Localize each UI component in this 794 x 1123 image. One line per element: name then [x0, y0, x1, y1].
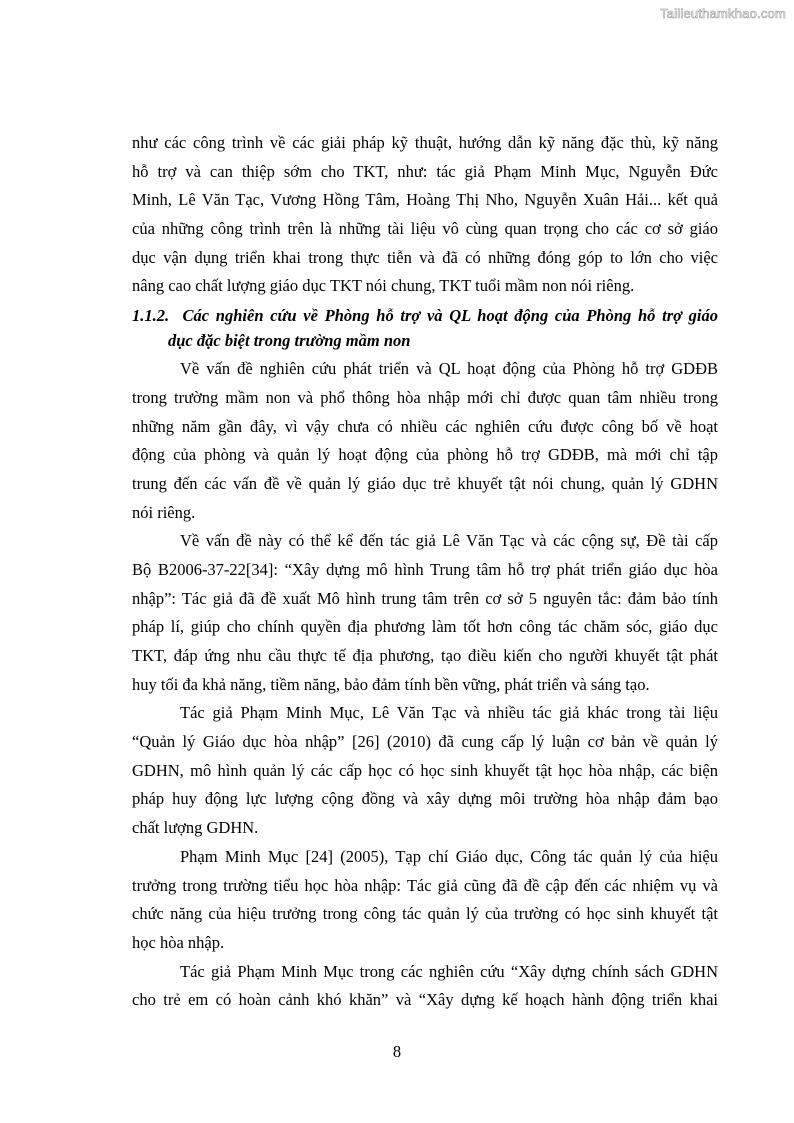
watermark: Tailieuthamkhao.com: [660, 6, 786, 21]
paragraph-line: nói riêng.: [132, 502, 196, 522]
paragraph-line: huy tối đa khả năng, tiềm năng, bảo đảm tính bền vững, phát triển và sáng tạo.: [132, 674, 650, 694]
paragraph-line: những năm gần đây, vì vậy chưa có nhiều các nghiên cứu được công bố về hoạt: [132, 416, 718, 436]
paragraph-line: Phạm Minh Mục [24] (2005), Tạp chí Giáo dục, Công tác quản lý của hiệu: [180, 846, 718, 866]
paragraph-line: pháp huy động lực lượng cộng đồng và xây dựng môi trường hòa nhập đảm bạo: [132, 789, 718, 809]
paragraph-line: Bộ B2006-37-22[34]: “Xây dựng mô hình Trung tâm hỗ trợ phát triển giáo dục hòa: [132, 559, 718, 579]
section-number: 1.1.2.: [132, 306, 170, 326]
section-heading: [132, 303, 718, 328]
paragraph-line: chức năng của hiệu trưởng trong công tác quản lý của trường có học sinh khuyết tật: [132, 904, 718, 924]
paragraph-line: của những công trình trên là những tài liệu vô cùng quan trọng cho các cơ sở giáo: [132, 219, 718, 239]
paragraph-line: Tác giả Phạm Minh Mục, Lê Văn Tạc và nhiều tác giả khác trong tài liệu: [180, 703, 718, 723]
paragraph-line: nâng cao chất lượng giáo dục TKT nói chung, TKT tuổi mầm non nói riêng.: [132, 276, 635, 296]
paragraph-line: như các công trình về các giải pháp kỹ thuật, hướng dẫn kỹ năng đặc thù, kỹ năng: [132, 133, 718, 152]
paragraph-line: trong trường mầm non và phổ thông hòa nhập mới chỉ được quan tâm nhiều trong: [132, 387, 718, 407]
section-title-line: Các nghiên cứu về Phòng hỗ trợ và QL hoạt động của Phòng hỗ trợ giáo: [182, 306, 718, 326]
paragraph-line: nhập”: Tác giả đã đề xuất Mô hình trung tâm trên cơ sở 5 nguyên tắc: đảm bảo tính: [132, 588, 718, 608]
paragraph-line: chất lượng GDHN.: [132, 818, 259, 838]
paragraph-line: trưởng trong trường tiểu học hòa nhập: Tác giả cũng đã đề cập đến các nhiệm vụ và: [132, 875, 718, 895]
paragraph-line: trung đến các vấn đề về quản lý giáo dục trẻ khuyết tật nói chung, quản lý GDHN: [132, 473, 718, 493]
paragraph-line: GDHN, mô hình quản lý các cấp học có học sinh khuyết tật học hòa nhập, các biện: [132, 760, 718, 780]
paragraph-line: cho trẻ em có hoàn cảnh khó khăn” và “Xây dựng kế hoạch hành động triển khai: [132, 990, 718, 1010]
paragraph-line: pháp lí, giúp cho chính quyền địa phương làm tốt hơn công tác chăm sóc, giáo dục: [132, 617, 718, 637]
document-body: [132, 129, 718, 1015]
paragraph-line: TKT, đáp ứng nhu cầu thực tế địa phương, tạo điều kiến cho người khuyết tật phát: [132, 646, 718, 665]
paragraph-line: học hòa nhập.: [132, 932, 225, 952]
paragraph-line: “Quản lý Giáo dục hòa nhập” [26] (2010) đã cung cấp lý luận cơ bản về quản lý: [132, 732, 718, 752]
paragraph-line: hỗ trợ và can thiệp sớm cho TKT, như: tác giả Phạm Minh Mục, Nguyễn Đức: [132, 161, 718, 181]
paragraph-line: Minh, Lê Văn Tạc, Vương Hồng Tâm, Hoàng Thị Nho, Nguyễn Xuân Hải... kết quả: [132, 190, 718, 210]
paragraph-line: Về vấn đề này có thể kể đến tác giả Lê Văn Tạc và các cộng sự, Đề tài cấp: [180, 531, 718, 551]
section-title-line: dục đặc biệt trong trường mầm non: [168, 331, 411, 351]
paragraph-line: Về vấn đề nghiên cứu phát triển và QL hoạt động của Phòng hỗ trợ GDĐB: [180, 359, 718, 379]
paragraph-line: Tác giả Phạm Minh Mục trong các nghiên cứu “Xây dựng chính sách GDHN: [180, 961, 718, 981]
paragraph-line: động của phòng và quản lý hoạt động của phòng hỗ trợ GDĐB, mà mới chỉ tập: [132, 445, 718, 465]
page-number: 8: [392, 1042, 402, 1061]
paragraph-line: dục vận dụng triển khai trong thực tiễn và đã có những đóng góp to lớn cho việc: [132, 247, 718, 267]
